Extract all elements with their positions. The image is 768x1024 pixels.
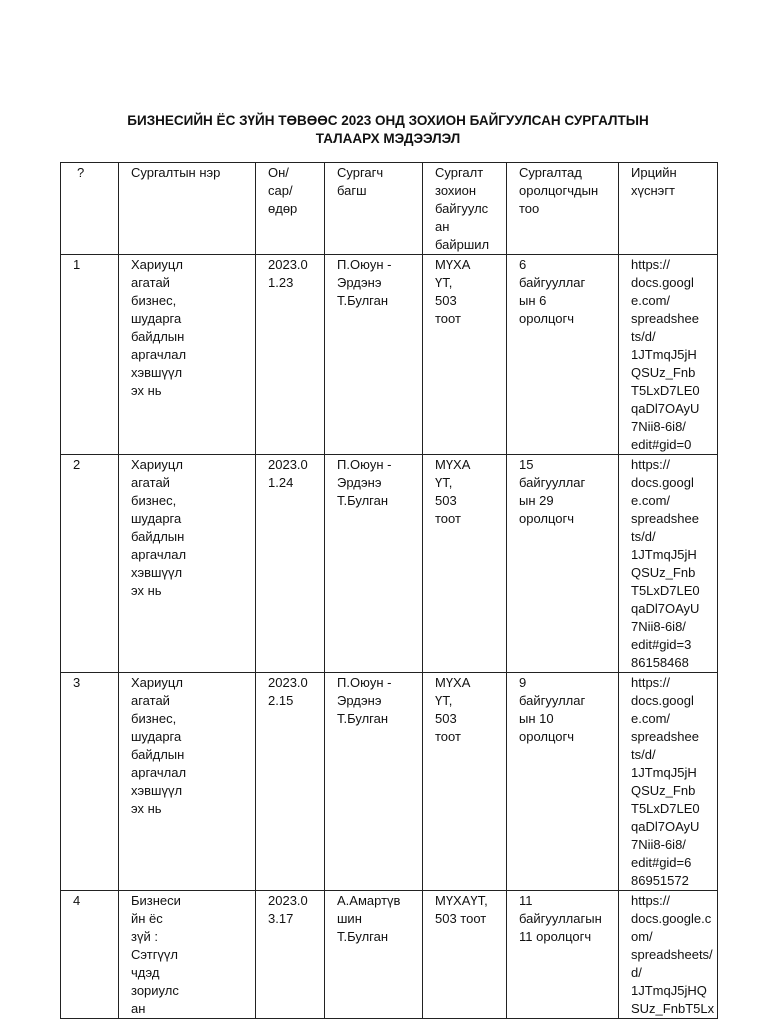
cell-line: ан <box>435 219 450 234</box>
cell-line: сар/ <box>268 183 293 198</box>
cell-line: эх нь <box>131 383 162 398</box>
attendance-link[interactable] <box>619 255 718 455</box>
cell-line: 9 <box>519 675 527 690</box>
cell-line: МҮХА <box>435 675 471 690</box>
cell-line: Т.Булган <box>337 293 389 308</box>
cell-line: байдлын <box>131 329 185 344</box>
cell-line: 6 <box>519 257 527 272</box>
cell-line: qaDl7OAyU <box>631 819 700 834</box>
table-row <box>61 673 718 891</box>
cell-line: d/ <box>631 965 642 980</box>
cell-line: Сургалт <box>435 165 484 180</box>
cell-line: аргачлал <box>131 347 187 362</box>
cell-line: зохион <box>435 183 477 198</box>
training-date <box>256 673 325 891</box>
cell-line: https:// <box>631 893 671 908</box>
cell-line: 86951572 <box>631 873 689 888</box>
cell-line: ан <box>131 1001 146 1016</box>
cell-line: ын 6 <box>519 293 547 308</box>
cell-line: 503 <box>435 293 457 308</box>
cell-line: QSUz_Fnb <box>631 783 696 798</box>
cell-line: ын 10 <box>519 711 554 726</box>
row-number: 2 <box>61 455 119 673</box>
cell-line: багш <box>337 183 367 198</box>
cell-line: spreadsheets/ <box>631 947 713 962</box>
table-header-row <box>61 163 718 255</box>
location <box>423 255 507 455</box>
cell-line: байгууллагын <box>519 911 602 926</box>
cell-line: ts/d/ <box>631 747 656 762</box>
header-number <box>61 163 119 255</box>
cell-line: тоо <box>519 201 540 216</box>
cell-line: 7Nii8-6i8/ <box>631 619 686 634</box>
cell-line: Сургагч <box>337 165 384 180</box>
cell-line: 2023.0 <box>268 257 308 272</box>
cell-line: агатай <box>131 693 170 708</box>
cell-line: QSUz_Fnb <box>631 565 696 580</box>
cell-line: МҮХАҮТ, <box>435 893 488 908</box>
cell-line: 11 оролцогч <box>519 929 592 944</box>
cell-line: хэвшүүл <box>131 565 183 580</box>
cell-line: spreadshee <box>631 311 699 326</box>
cell-line: 1JTmqJ5jHQ <box>631 983 707 998</box>
cell-line: QSUz_Fnb <box>631 365 696 380</box>
cell-line: T5LxD7LE0 <box>631 383 700 398</box>
cell-line: агатай <box>131 275 170 290</box>
cell-line: 1JTmqJ5jH <box>631 765 697 780</box>
cell-line: 11 <box>519 893 533 908</box>
document-title-line-2: ТАЛААРХ МЭДЭЭЛЭЛ <box>315 131 461 146</box>
cell-line: e.com/ <box>631 293 671 308</box>
location <box>423 891 507 1019</box>
cell-line: МҮХА <box>435 257 471 272</box>
cell-line: e.com/ <box>631 493 671 508</box>
cell-line: https:// <box>631 257 671 272</box>
cell-line: ? <box>77 165 85 180</box>
cell-line: өдөр <box>268 201 298 216</box>
cell-line: байгууллаг <box>519 693 586 708</box>
cell-line: Эрдэнэ <box>337 693 382 708</box>
cell-line: 15 <box>519 457 534 472</box>
cell-line: T5LxD7LE0 <box>631 583 700 598</box>
cell-line: Сургалтад <box>519 165 582 180</box>
trainer <box>325 455 423 673</box>
cell-line: Хариуцл <box>131 457 183 472</box>
cell-line: ts/d/ <box>631 529 656 544</box>
cell-line: тоот <box>435 511 461 526</box>
cell-line: 2023.0 <box>268 893 308 908</box>
cell-line: шударга <box>131 311 182 326</box>
cell-line: Эрдэнэ <box>337 475 382 490</box>
training-date <box>256 455 325 673</box>
cell-line: spreadshee <box>631 729 699 744</box>
cell-line: оролцогч <box>519 311 575 326</box>
cell-line: зүй : <box>131 929 158 944</box>
participants <box>507 891 619 1019</box>
cell-line: 503 тоот <box>435 911 487 926</box>
cell-line: 503 <box>435 711 457 726</box>
cell-line: оролцогч <box>519 511 575 526</box>
cell-line: docs.googl <box>631 693 694 708</box>
cell-line: П.Оюун - <box>337 457 392 472</box>
training-name <box>119 673 256 891</box>
cell-line: https:// <box>631 675 671 690</box>
header-location <box>423 163 507 255</box>
cell-line: ҮТ, <box>435 275 453 290</box>
cell-line: оролцогч <box>519 729 575 744</box>
cell-line: бизнес, <box>131 493 177 508</box>
cell-line: docs.googl <box>631 275 694 290</box>
cell-line: SUz_FnbT5Lx <box>631 1001 715 1016</box>
cell-line: ts/d/ <box>631 329 656 344</box>
training-date <box>256 891 325 1019</box>
cell-line: аргачлал <box>131 547 187 562</box>
cell-line: байршил <box>435 237 490 252</box>
trainer <box>325 255 423 455</box>
trainer <box>325 891 423 1019</box>
training-info-table <box>60 162 718 1019</box>
cell-line: om/ <box>631 929 653 944</box>
cell-line: 503 <box>435 493 457 508</box>
cell-line: йн ёс <box>131 911 163 926</box>
cell-line: бизнес, <box>131 293 177 308</box>
cell-line: qaDl7OAyU <box>631 401 700 416</box>
trainer <box>325 673 423 891</box>
training-name <box>119 455 256 673</box>
cell-line: edit#gid=3 <box>631 637 692 652</box>
participants <box>507 673 619 891</box>
cell-line: Он/ <box>268 165 289 180</box>
cell-line: тоот <box>435 311 461 326</box>
cell-line: Хариуцл <box>131 675 183 690</box>
header-trainer <box>325 163 423 255</box>
cell-line: Хариуцл <box>131 257 183 272</box>
cell-line: edit#gid=6 <box>631 855 692 870</box>
cell-line: Т.Булган <box>337 711 389 726</box>
cell-line: П.Оюун - <box>337 675 392 690</box>
cell-line: Т.Булган <box>337 493 389 508</box>
cell-line: хүснэгт <box>631 183 676 198</box>
cell-line: ҮТ, <box>435 693 453 708</box>
location <box>423 455 507 673</box>
cell-line: ын 29 <box>519 493 554 508</box>
cell-line: А.Амартүв <box>337 893 401 908</box>
cell-line: 2023.0 <box>268 675 308 690</box>
row-number: 3 <box>61 673 119 891</box>
cell-line: шударга <box>131 729 182 744</box>
table-row <box>61 255 718 455</box>
attendance-link[interactable] <box>619 673 718 891</box>
cell-line: 1JTmqJ5jH <box>631 547 697 562</box>
training-date <box>256 255 325 455</box>
cell-line: spreadshee <box>631 511 699 526</box>
cell-line: ҮТ, <box>435 475 453 490</box>
table-row <box>61 891 718 1019</box>
cell-line: МҮХА <box>435 457 471 472</box>
cell-line: Эрдэнэ <box>337 275 382 290</box>
cell-line: П.Оюун - <box>337 257 392 272</box>
location <box>423 673 507 891</box>
cell-line: Сургалтын нэр <box>131 165 221 180</box>
participants <box>507 255 619 455</box>
attendance-link[interactable] <box>619 891 718 1019</box>
cell-line: шударга <box>131 511 182 526</box>
cell-line: эх нь <box>131 801 162 816</box>
cell-line: аргачлал <box>131 765 187 780</box>
cell-line: эх нь <box>131 583 162 598</box>
cell-line: 1.24 <box>268 475 294 490</box>
cell-line: Ирцийн <box>631 165 677 180</box>
attendance-link[interactable] <box>619 455 718 673</box>
cell-line: edit#gid=0 <box>631 437 692 452</box>
cell-line: 1.23 <box>268 275 294 290</box>
cell-line: хэвшүүл <box>131 365 183 380</box>
cell-line: Сэтгүүл <box>131 947 179 962</box>
cell-line: https:// <box>631 457 671 472</box>
row-number: 1 <box>61 255 119 455</box>
cell-line: байдлын <box>131 529 185 544</box>
cell-line: бизнес, <box>131 711 177 726</box>
cell-line: 7Nii8-6i8/ <box>631 419 686 434</box>
training-name <box>119 255 256 455</box>
document-title-line-1: БИЗНЕСИЙН ЁС ЗҮЙН ТӨВӨӨС 2023 ОНД ЗОХИОН БАЙГУУЛСАН СУРГАЛТЫН <box>127 113 649 128</box>
cell-line: Т.Булган <box>337 929 389 944</box>
cell-line: зориулс <box>131 983 179 998</box>
cell-line: 2023.0 <box>268 457 308 472</box>
cell-line: e.com/ <box>631 711 671 726</box>
cell-line: docs.google.c <box>631 911 712 926</box>
cell-line: Бизнеси <box>131 893 181 908</box>
cell-line: qaDl7OAyU <box>631 601 700 616</box>
cell-line: байгууллаг <box>519 475 586 490</box>
cell-line: байгууллаг <box>519 275 586 290</box>
cell-line: 3.17 <box>268 911 294 926</box>
cell-line: тоот <box>435 729 461 744</box>
cell-line: 2.15 <box>268 693 294 708</box>
header-participants <box>507 163 619 255</box>
cell-line: чдэд <box>131 965 160 980</box>
cell-line: хэвшүүл <box>131 783 183 798</box>
row-number: 4 <box>61 891 119 1019</box>
header-attendance-sheet <box>619 163 718 255</box>
training-name <box>119 891 256 1019</box>
cell-line: 1JTmqJ5jH <box>631 347 697 362</box>
cell-line: байдлын <box>131 747 185 762</box>
cell-line: 7Nii8-6i8/ <box>631 837 686 852</box>
header-training-name <box>119 163 256 255</box>
header-date <box>256 163 325 255</box>
cell-line: шин <box>337 911 362 926</box>
cell-line: T5LxD7LE0 <box>631 801 700 816</box>
cell-line: docs.googl <box>631 475 694 490</box>
participants <box>507 455 619 673</box>
cell-line: оролцогчдын <box>519 183 599 198</box>
cell-line: агатай <box>131 475 170 490</box>
cell-line: 86158468 <box>631 655 689 670</box>
table-row <box>61 455 718 673</box>
cell-line: байгуулс <box>435 201 489 216</box>
document-title <box>60 112 716 148</box>
